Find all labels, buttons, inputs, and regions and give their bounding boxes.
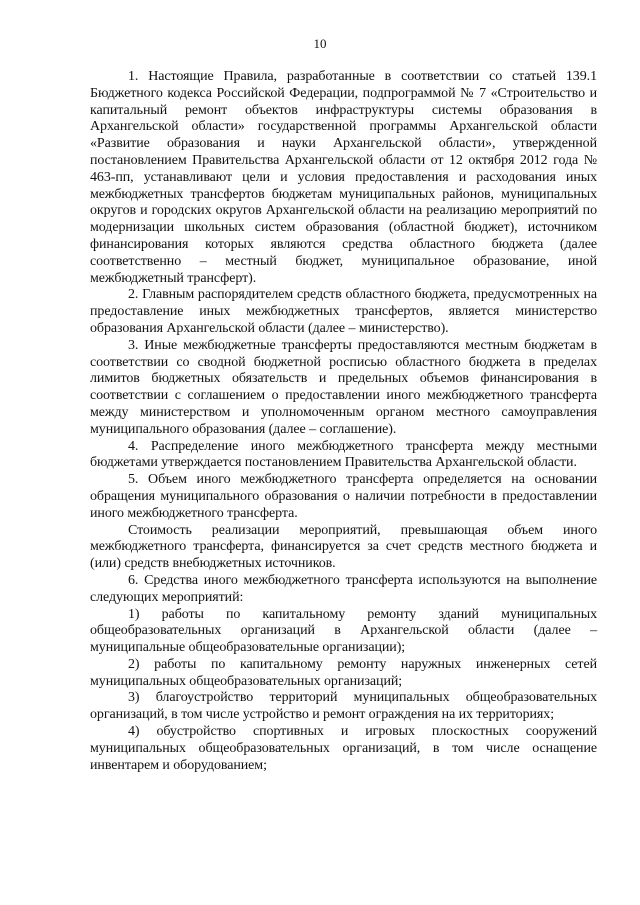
list-item-6-1: 1) работы по капитальному ремонту зданий муниципальных общеобразовательных организаций в Архангельской области (далее – муниципальные общеобразовательные организации); bbox=[90, 606, 597, 656]
list-item-6-4: 4) обустройство спортивных и игровых плоскостных сооружений муниципальных общеобразовательных организаций, в том числе оснащение инвентарем и оборудованием; bbox=[90, 724, 597, 773]
document-body bbox=[90, 69, 597, 774]
paragraph-3: 3. Иные межбюджетные трансферты предоставляются местным бюджетам в соответствии со сводной бюджетной росписью областного бюджета в пределах лимитов бюджетных обязательств и предельных объемов финансирования в соответствии с соглашением о предоставлении иного межбюджетного трансферта между министерством и уполномоченным органом местного самоуправления муниципального образования (далее – соглашение). bbox=[90, 337, 597, 437]
list-item-6-2: 2) работы по капитальному ремонту наружных инженерных сетей муниципальных общеобразовательных организаций; bbox=[90, 656, 597, 689]
paragraph-1: 1. Настоящие Правила, разработанные в соответствии со статьей 139.1 Бюджетного кодекса Российской Федерации, подпрограммой № 7 «Строительство и капитальный ремонт объектов инфраструктуры системы образования в Архангельской области» государственной программы Архангельской области «Развитие образования и науки Архангельской области», утвержденной постановлением Правительства Архангельской области от 12 октября 2012 года № 463-пп, устанавливают цели и условия предоставления и расходования иных межбюджетных трансфертов бюджетам муниципальных районов, муниципальных округов и городских округов Архангельской области на реализацию мероприятий по модернизации школьных систем образования (областной бюджет), источником финансирования которых являются средства областного бюджета (далее соответственно – местный бюджет, муниципальное образование, иной межбюджетный трансферт). bbox=[90, 69, 597, 286]
paragraph-4: 4. Распределение иного межбюджетного трансферта между местными бюджетами утверждается постановлением Правительства Архангельской области. bbox=[90, 438, 597, 471]
paragraph-6: 6. Средства иного межбюджетного трансферта используются на выполнение следующих мероприятий: bbox=[90, 572, 597, 605]
list-item-6-3: 3) благоустройство территорий муниципальных общеобразовательных организаций, в том числе устройство и ремонт ограждения на их территориях; bbox=[90, 690, 597, 723]
paragraph-5-continuation: Стоимость реализации мероприятий, превышающая объем иного межбюджетного трансферта, финансируется за счет средств местного бюджета и (или) средств внебюджетных источников. bbox=[90, 522, 597, 572]
paragraph-5: 5. Объем иного межбюджетного трансферта определяется на основании обращения муниципального образования о наличии потребности в предоставлении иного межбюджетного трансферта. bbox=[90, 472, 597, 521]
page-number: 10 bbox=[313, 36, 327, 51]
paragraph-2: 2. Главным распорядителем средств областного бюджета, предусмотренных на предоставление иных межбюджетных трансфертов, является министерство образования Архангельской области (далее – министерство). bbox=[90, 287, 597, 336]
